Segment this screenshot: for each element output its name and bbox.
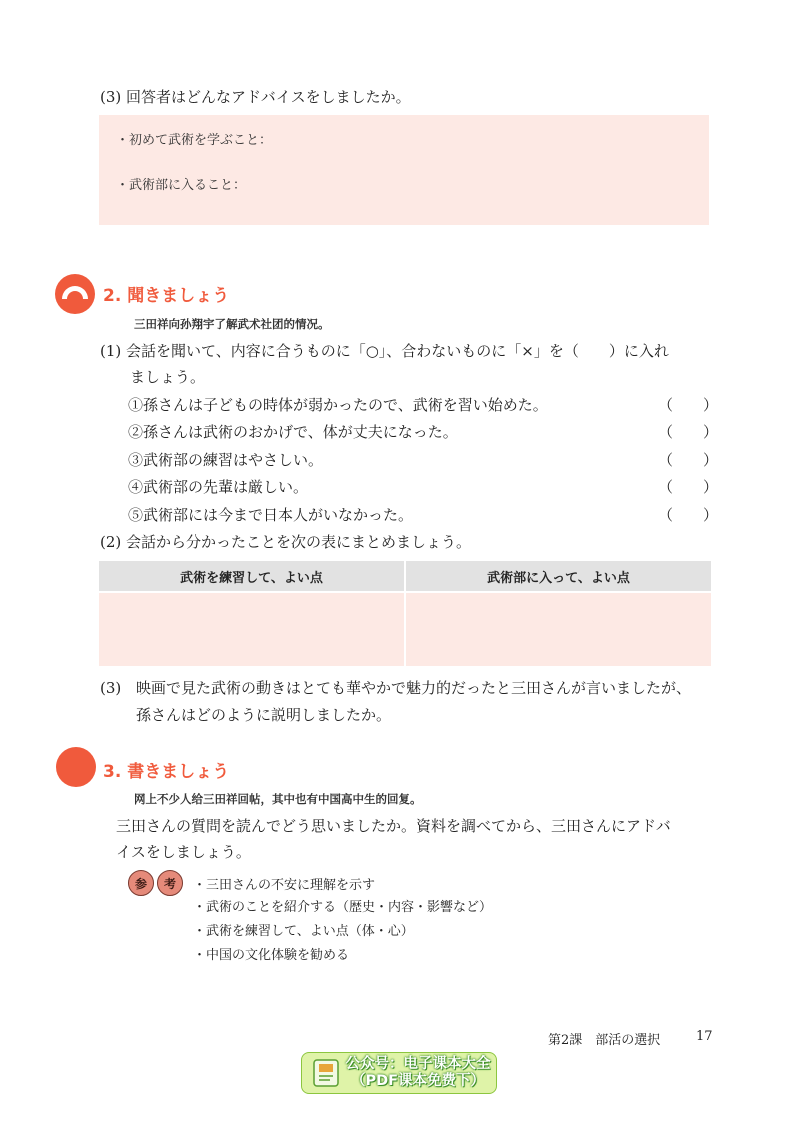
question-3-label: (3)	[100, 679, 122, 697]
section-3-instruction-2: イスをしましょう。	[116, 843, 251, 861]
page-number: 17	[696, 1029, 713, 1044]
question-1-line-2: ましょう。	[130, 368, 206, 386]
question-3-line-2: 孫さんはどのように説明しましたか。	[136, 706, 392, 724]
item-1: ①孫さんは子どもの時体が弱かったので、武術を習い始めた。	[128, 396, 548, 414]
question-3-advice: (3) 回答者はどんなアドバイスをしましたか。	[100, 88, 411, 106]
answer-paren-4[interactable]: （ ）	[658, 478, 719, 496]
watermark-line-1: 公众号：电子课本大全	[345, 1056, 491, 1072]
reference-item-4: ・中国の文化体験を勧める	[193, 948, 350, 963]
reference-item-3: ・武術を練習して、よい点（体・心）	[193, 924, 414, 939]
table-cell-club[interactable]	[405, 592, 711, 666]
answer-paren-2[interactable]: （ ）	[658, 423, 719, 441]
answer-paren-3[interactable]: （ ）	[658, 451, 719, 469]
question-3-line-1: 映画で見た武術の動きはとても華やかで魅力的だったと三田さんが言いましたが、	[136, 679, 692, 697]
section-2-icon	[54, 273, 96, 315]
watermark-line-2: （PDF课本免费下）	[350, 1073, 486, 1089]
item-4: ④武術部の先輩は厳しい。	[128, 478, 309, 496]
reference-badge-2: 考	[157, 870, 183, 896]
answer-prompt-1: ・初めて武術を学ぶこと：	[116, 133, 273, 148]
answer-prompt-2: ・武術部に入ること：	[116, 178, 247, 193]
watermark-banner	[301, 1052, 497, 1094]
answer-paren-5[interactable]: （ ）	[658, 506, 719, 524]
section-3-note: 网上不少人给三田祥回帖，其中也有中国高中生的回复。	[134, 792, 422, 806]
answer-paren-1[interactable]: （ ）	[658, 396, 719, 414]
reference-item-1: ・三田さんの不安に理解を示す	[193, 878, 376, 893]
question-1-line-1: (1) 会話を聞いて、内容に合うものに「○」、合わないものに「×」を（ ）に入れ	[100, 342, 669, 360]
reference-badge-1: 参	[128, 870, 154, 896]
reference-item-2: ・武術のことを紹介する（歴史・内容・影響など）	[193, 900, 493, 915]
question-2: (2) 会話から分かったことを次の表にまとめましょう。	[100, 533, 472, 551]
table-header-club: 武術部に入って、よい点	[405, 561, 711, 592]
section-2-title: 2. 聞きましょう	[103, 286, 230, 306]
section-3-title: 3. 書きましょう	[103, 762, 230, 782]
summary-table	[99, 561, 711, 666]
item-3: ③武術部の練習はやさしい。	[128, 451, 324, 469]
section-3-instruction-1: 三田さんの質問を読んでどう思いましたか。資料を調べてから、三田さんにアドバ	[116, 817, 671, 835]
answer-box[interactable]	[99, 115, 709, 225]
item-2: ②孫さんは武術のおかげで、体が丈夫になった。	[128, 423, 458, 441]
section-2-note: 三田祥向孙翔宇了解武术社团的情况。	[134, 317, 330, 331]
table-cell-practice[interactable]	[99, 592, 405, 666]
section-3-icon	[56, 747, 96, 787]
footer-lesson: 第2課 部活の選択	[548, 1033, 661, 1048]
item-5: ⑤武術部には今まで日本人がいなかった。	[128, 506, 414, 524]
table-header-practice: 武術を練習して、よい点	[99, 561, 405, 592]
book-logo-icon	[311, 1058, 341, 1088]
